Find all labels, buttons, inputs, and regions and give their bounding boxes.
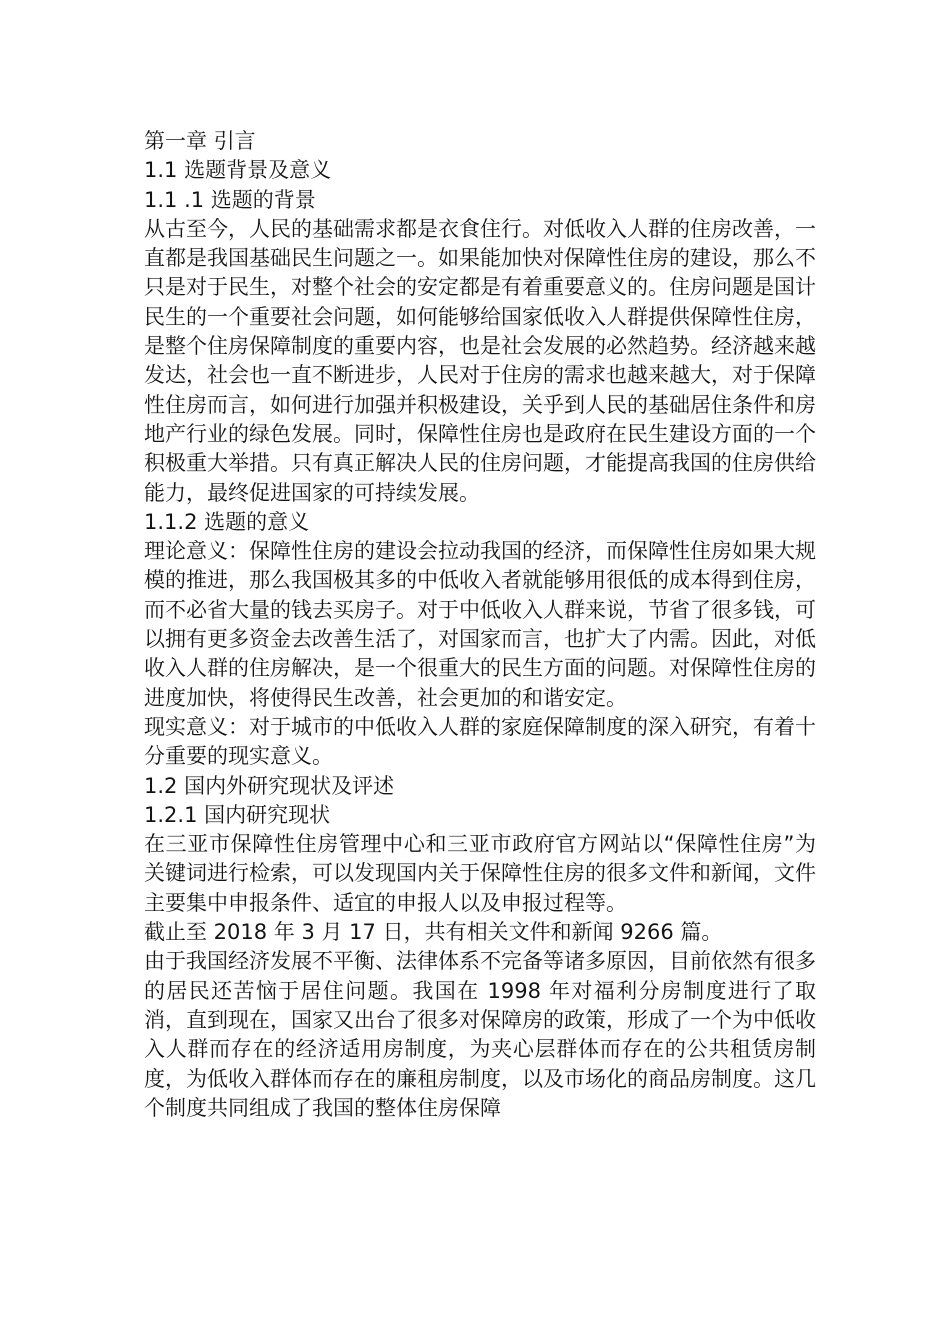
paragraph-theoretical-significance: 理论意义：保障性住房的建设会拉动我国的经济，而保障性住房如果大规模的推进，那么我国极其多的中低收入者就能够用很低的成本得到住房，而不必省大量的钱去买房子。对于中低收入人群来说，节省了很多钱，可以拥有更多资金去改善生活了，对国家而言，也扩大了内需。因此，对低收入人群的住房解决，是一个很重大的民生方面的问题。对保障性住房的进度加快，将使得民生改善，社会更加的和谐安定。 xyxy=(144,539,816,710)
paragraph-domestic-search: 在三亚市保障性住房管理中心和三亚市政府官方网站以“保障性住房”为关键词进行检索，可以发现国内关于保障性住房的很多文件和新闻，文件主要集中申报条件、适宜的申报人以及申报过程等。 xyxy=(144,832,816,915)
paragraph-domestic-count: 截止至 2018 年 3 月 17 日，共有相关文件和新闻 9266 篇。 xyxy=(144,920,723,945)
section-heading-1-1: 1.1 选题背景及意义 xyxy=(144,158,332,183)
section-heading-1-2-1: 1.2.1 国内研究现状 xyxy=(144,802,331,827)
paragraph-practical-significance: 现实意义：对于城市的中低收入人群的家庭保障制度的深入研究，有着十分重要的现实意义。 xyxy=(144,714,816,769)
section-heading-1-2: 1.2 国内外研究现状及评述 xyxy=(144,773,395,798)
paragraph-background: 从古至今，人民的基础需求都是衣食住行。对低收入人群的住房改善，一直都是我国基础民生问题之一。如果能加快对保障性住房的建设，那么不只是对于民生，对整个社会的安定都是有着重要意义的。住房问题是国计民生的一个重要社会问题，如何能够给国家低收入人群提供保障性住房，是整个住房保障制度的重要内容，也是社会发展的必然趋势。经济越来越发达，社会也一直不断进步，人民对于住房的需求也越来越大，对于保障性住房而言，如何进行加强并积极建设，关乎到人民的基础居住条件和房地产行业的绿色发展。同时，保障性住房也是政府在民生建设方面的一个积极重大举措。只有真正解决人民的住房问题，才能提高我国的住房供给能力，最终促进国家的可持续发展。 xyxy=(144,216,816,505)
document-body xyxy=(144,127,816,1123)
section-heading-1-1-2: 1.1.2 选题的意义 xyxy=(144,509,310,534)
section-heading-1-1-1: 1.1 .1 选题的背景 xyxy=(144,187,316,212)
paragraph-domestic-policy: 由于我国经济发展不平衡、法律体系不完备等诸多原因，目前依然有很多的居民还苦恼于居住问题。我国在 1998 年对福利分房制度进行了取消，直到现在，国家又出台了很多对保障房的政策，形成了一个为中低收入人群而存在的经济适用房制度，为夹心层群体而存在的公共租赁房制度，为低收入群体而存在的廉租房制度，以及市场化的商品房制度。这几个制度共同组成了我国的整体住房保障 xyxy=(144,949,816,1120)
chapter-title: 第一章 引言 xyxy=(144,129,256,153)
